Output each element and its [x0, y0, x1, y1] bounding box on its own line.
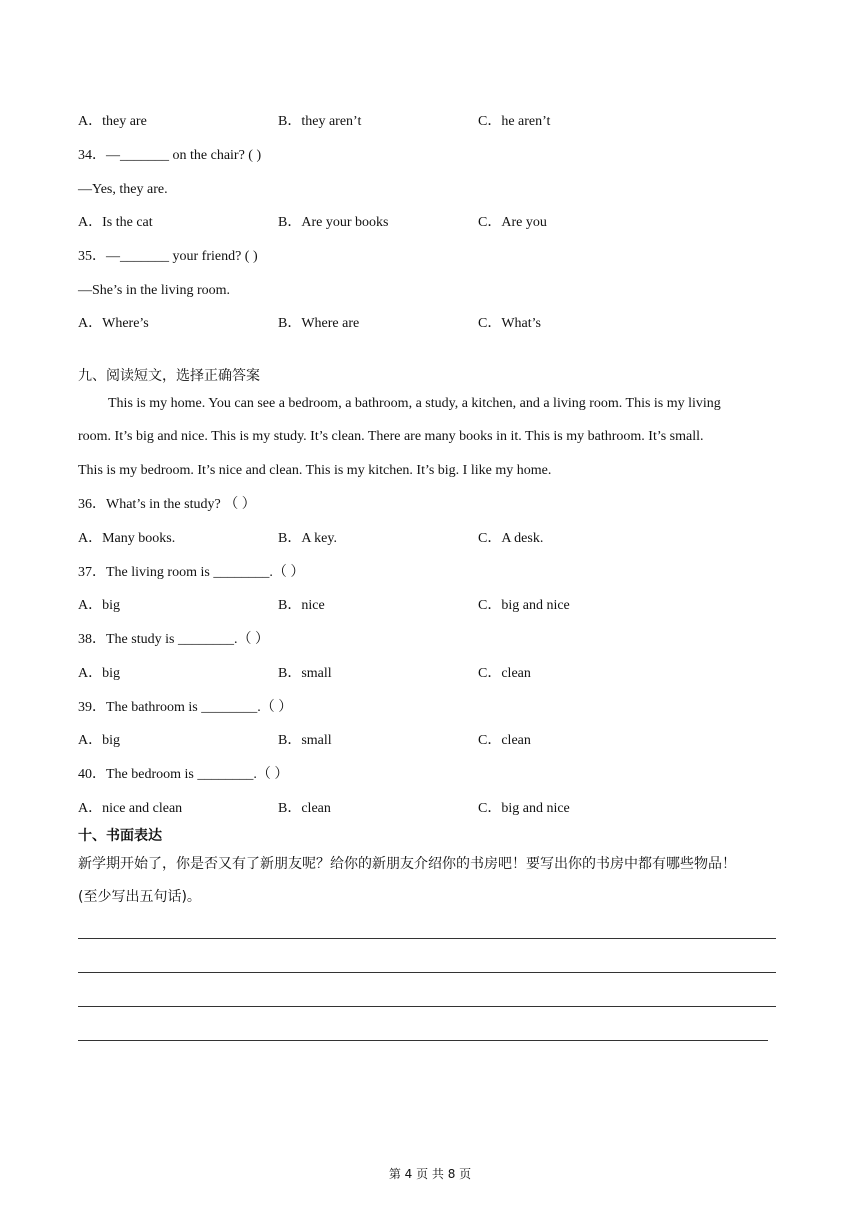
answer-line[interactable]: [78, 938, 776, 939]
section-9-heading: 九、阅读短文，选择正确答案: [78, 368, 260, 384]
q38-option-c[interactable]: C．clean: [478, 666, 531, 681]
q35-option-a[interactable]: A．Where’s: [78, 316, 149, 331]
q33-option-b[interactable]: B．they aren’t: [278, 114, 362, 129]
q39-stem: 39．The bathroom is ________.（ ）: [78, 700, 293, 715]
q34-reply: —Yes, they are.: [78, 182, 168, 197]
q34-stem: 34．—_______ on the chair? ( ): [78, 148, 262, 163]
q34-option-b[interactable]: B．Are your books: [278, 215, 389, 230]
answer-line[interactable]: [78, 1040, 768, 1041]
writing-prompt-line-1: 新学期开始了，你是否又有了新朋友呢？给你的新朋友介绍你的书房吧！要写出你的书房中都有哪些物品！: [78, 856, 736, 872]
q40-option-c[interactable]: C．big and nice: [478, 801, 570, 816]
writing-prompt-line-2: (至少写出五句话)。: [78, 889, 201, 905]
passage-line-3: This is my bedroom. It’s nice and clean. This is my kitchen. It’s big. I like my home.: [78, 463, 552, 478]
passage-line-1: This is my home. You can see a bedroom, a bathroom, a study, a kitchen, and a living room. This is my living: [108, 396, 721, 411]
q33-option-c[interactable]: C．he aren’t: [478, 114, 551, 129]
q36-stem: 36．What’s in the study? （ ）: [78, 497, 256, 512]
q37-stem: 37．The living room is ________.（ ）: [78, 565, 305, 580]
q39-option-c[interactable]: C．clean: [478, 733, 531, 748]
q39-option-a[interactable]: A．big: [78, 733, 120, 748]
q40-option-b[interactable]: B．clean: [278, 801, 331, 816]
answer-line[interactable]: [78, 1006, 776, 1007]
passage-line-2: room. It’s big and nice. This is my study. It’s clean. There are many books in it. This is my bathroom. It’s small.: [78, 429, 704, 444]
q36-option-a[interactable]: A．Many books.: [78, 531, 176, 546]
q38-option-a[interactable]: A．big: [78, 666, 120, 681]
q37-option-a[interactable]: A．big: [78, 598, 120, 613]
q36-option-c[interactable]: C．A desk.: [478, 531, 544, 546]
q40-option-a[interactable]: A．nice and clean: [78, 801, 183, 816]
section-10-heading: 十、书面表达: [78, 828, 162, 844]
q37-option-b[interactable]: B．nice: [278, 598, 325, 613]
q34-option-a[interactable]: A．Is the cat: [78, 215, 153, 230]
q35-stem: 35．—_______ your friend? ( ): [78, 249, 258, 264]
q35-reply: —She’s in the living room.: [78, 283, 231, 298]
q34-option-c[interactable]: C．Are you: [478, 215, 547, 230]
q35-option-b[interactable]: B．Where are: [278, 316, 360, 331]
q38-option-b[interactable]: B．small: [278, 666, 332, 681]
q38-stem: 38．The study is ________.（ ）: [78, 632, 269, 647]
q37-option-c[interactable]: C．big and nice: [478, 598, 570, 613]
q33-option-a[interactable]: A．they are: [78, 114, 147, 129]
q35-option-c[interactable]: C．What’s: [478, 316, 541, 331]
q36-option-b[interactable]: B．A key.: [278, 531, 337, 546]
page-number: 第 4 页 共 8 页: [388, 1167, 472, 1181]
q39-option-b[interactable]: B．small: [278, 733, 332, 748]
q40-stem: 40．The bedroom is ________.（ ）: [78, 767, 289, 782]
answer-line[interactable]: [78, 972, 776, 973]
